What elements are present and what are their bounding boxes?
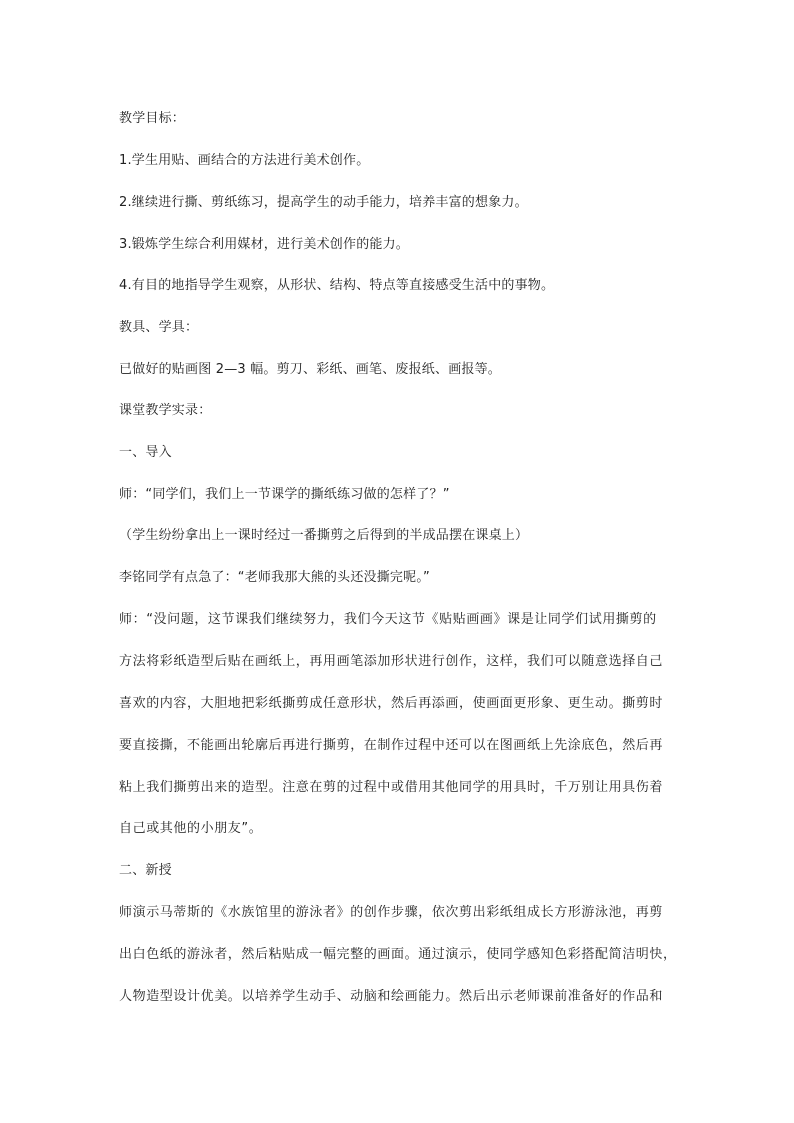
teacher-question: 师：“同学们，我们上一节课学的撕纸练习做的怎样了？” <box>119 487 450 502</box>
teacher-speech-line: 自己或其他的小朋友”。 <box>119 821 263 836</box>
teacher-speech-line: 师：“没问题，这节课我们继续努力，我们今天这节《贴贴画画》课是让同学们试用撕剪的 <box>119 612 657 627</box>
tools-heading: 教具、学具： <box>119 320 199 335</box>
record-heading: 课堂教学实录： <box>119 403 212 418</box>
student-quote: 李铭同学有点急了：“老师我那大熊的头还没撕完呢。” <box>119 570 430 585</box>
new-lesson-line: 师演示马蒂斯的《水族馆里的游泳者》的创作步骤，依次剪出彩纸组成长方形游泳池，再剪 <box>119 905 664 920</box>
section2-heading: 二、新授 <box>119 863 172 878</box>
objective-2: 2.继续进行撕、剪纸练习，提高学生的动手能力，培养丰富的想象力。 <box>119 195 528 210</box>
teacher-speech-line: 粘上我们撕剪出来的造型。注意在剪的过程中或借用其他同学的用具时，千万别让用具伤着 <box>119 780 664 795</box>
student-action: （学生纷纷拿出上一课时经过一番撕剪之后得到的半成品摆在课桌上） <box>119 528 529 543</box>
teacher-speech-line: 要直接撕，不能画出轮廓后再进行撕剪，在制作过程中还可以在图画纸上先涂底色，然后再 <box>119 738 664 753</box>
new-lesson-line: 人物造型设计优美。以培养学生动手、动脑和绘画能力。然后出示老师课前准备好的作品和 <box>119 989 664 1004</box>
section1-heading: 一、导入 <box>119 445 172 460</box>
objectives-heading: 教学目标： <box>119 111 186 126</box>
teacher-speech-line: 喜欢的内容，大胆地把彩纸撕剪成任意形状，然后再添画，使画面更形象、更生动。撕剪时 <box>119 696 664 711</box>
objective-4: 4.有目的地指导学生观察，从形状、结构、特点等直接感受生活中的事物。 <box>119 278 555 293</box>
new-lesson-line: 出白色纸的游泳者，然后粘贴成一幅完整的画面。通过演示，使同学感知色彩搭配简洁明快， <box>119 947 677 962</box>
objective-3: 3.锻炼学生综合利用媒材，进行美术创作的能力。 <box>119 237 410 252</box>
objective-1: 1.学生用贴、画结合的方法进行美术创作。 <box>119 153 370 168</box>
teacher-speech-line: 方法将彩纸造型后贴在画纸上，再用画笔添加形状进行创作，这样，我们可以随意选择自己 <box>119 654 664 669</box>
tools-text: 已做好的贴画图 2—3 幅。剪刀、彩纸、画笔、废报纸、画报等。 <box>119 362 502 377</box>
